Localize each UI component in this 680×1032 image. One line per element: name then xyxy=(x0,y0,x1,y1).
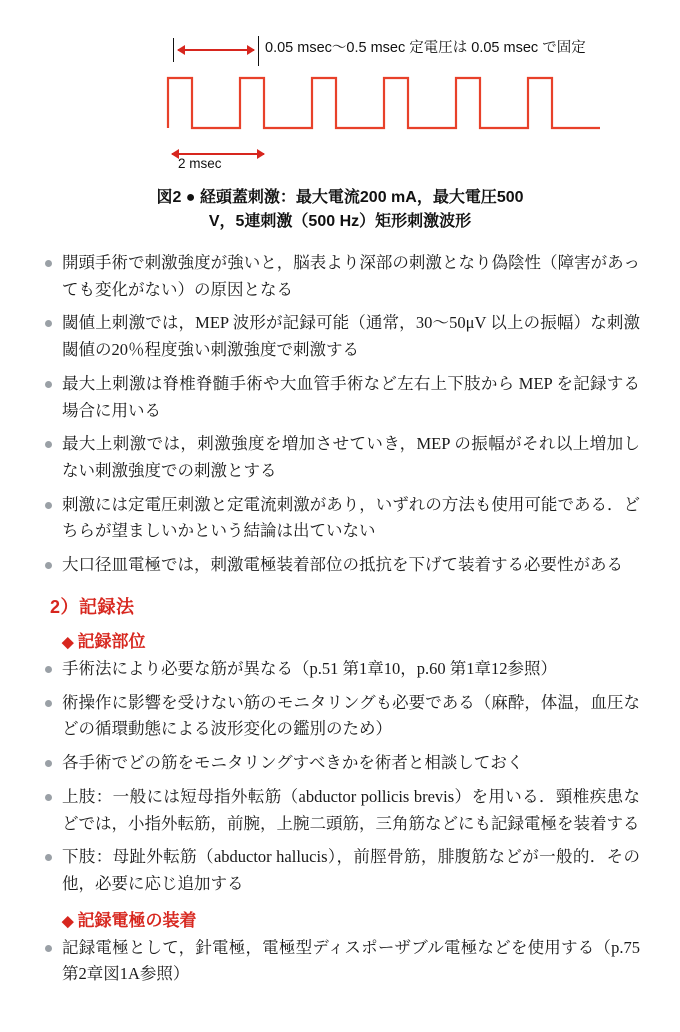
list-item: 手術法により必要な筋が異なる（p.51 第1章10，p.60 第1章12参照） xyxy=(40,656,640,683)
list-item: 大口径皿電極では，刺激電極装着部位の抵抗を下げて装着する必要性がある xyxy=(40,552,640,579)
electrode-attachment-bullet-list xyxy=(40,935,640,988)
list-item: 刺激には定電圧刺激と定電流刺激があり，いずれの方法も使用可能である．どちらが望ましいかという結論は出ていない xyxy=(40,492,640,545)
figure-caption xyxy=(40,186,640,234)
subsection-heading-electrode-attachment xyxy=(62,906,640,931)
pulse-width-arrow xyxy=(178,44,254,56)
figure-caption-line2: V，5連刺激（500 Hz）矩形刺激波形 xyxy=(208,213,472,230)
stimulus-waveform-figure xyxy=(40,22,640,182)
period-arrow-head-right xyxy=(257,149,265,159)
diamond-icon: ◆ xyxy=(62,633,74,651)
list-item: 各手術でどの筋をモニタリングすべきかを術者と相談しておく xyxy=(40,750,640,777)
recording-site-bullet-list xyxy=(40,656,640,898)
square-wave-trace xyxy=(40,60,640,135)
period-arrow-line xyxy=(172,153,264,155)
list-item: 記録電極として，針電極，電極型ディスポーザブル電極などを使用する（p.75 第2章図1A参照） xyxy=(40,935,640,988)
list-item: 閾値上刺激では，MEP 波形が記録可能（通常，30〜50μV 以上の振幅）な刺激閾値の20％程度強い刺激強度で刺激する xyxy=(40,310,640,363)
list-item: 上肢：一般には短母指外転筋（abductor pollicis brevis）を用いる．頸椎疾患などでは，小指外転筋，前腕，上腕二頭筋，三角筋などにも記録電極を装着する xyxy=(40,784,640,837)
list-item: 最大上刺激では，刺激強度を増加させていき，MEP の振幅がそれ以上増加しない刺激強度での刺激とする xyxy=(40,431,640,484)
subsection-title-text: 記録電極の装着 xyxy=(77,910,197,930)
list-item: 開頭手術で刺激強度が強いと，脳表より深部の刺激となり偽陰性（障害があっても変化がない）の原因となる xyxy=(40,250,640,303)
figure-caption-line1: 図2 ● 経頭蓋刺激：最大電流200 mA，最大電圧500 xyxy=(156,189,524,206)
intro-bullet-list xyxy=(40,250,640,579)
section-heading-recording-method: 2）記録法 xyxy=(50,596,135,617)
pulse-width-arrow-line xyxy=(178,49,254,51)
diamond-icon: ◆ xyxy=(62,912,74,930)
figure-top-note: 0.05 msec〜0.5 msec 定電圧は 0.05 msec で固定 xyxy=(265,40,586,56)
period-label: 2 msec xyxy=(178,156,222,171)
list-item: 下肢：母趾外転筋（abductor hallucis），前脛骨筋，腓腹筋などが一般的．その他，必要に応じ追加する xyxy=(40,844,640,897)
list-item: 最大上刺激は脊椎脊髄手術や大血管手術など左右上下肢から MEP を記録する場合に用いる xyxy=(40,371,640,424)
list-item: 術操作に影響を受けない筋のモニタリングも必要である（麻酔，体温，血圧などの循環動態による波形変化の鑑別のため） xyxy=(40,690,640,743)
subsection-heading-recording-site xyxy=(62,627,640,652)
pulse-width-arrow-head-left xyxy=(177,45,185,55)
subsection-title-text: 記録部位 xyxy=(77,631,146,651)
pulse-width-arrow-head-right xyxy=(247,45,255,55)
pulse-width-tick-left xyxy=(173,38,174,62)
